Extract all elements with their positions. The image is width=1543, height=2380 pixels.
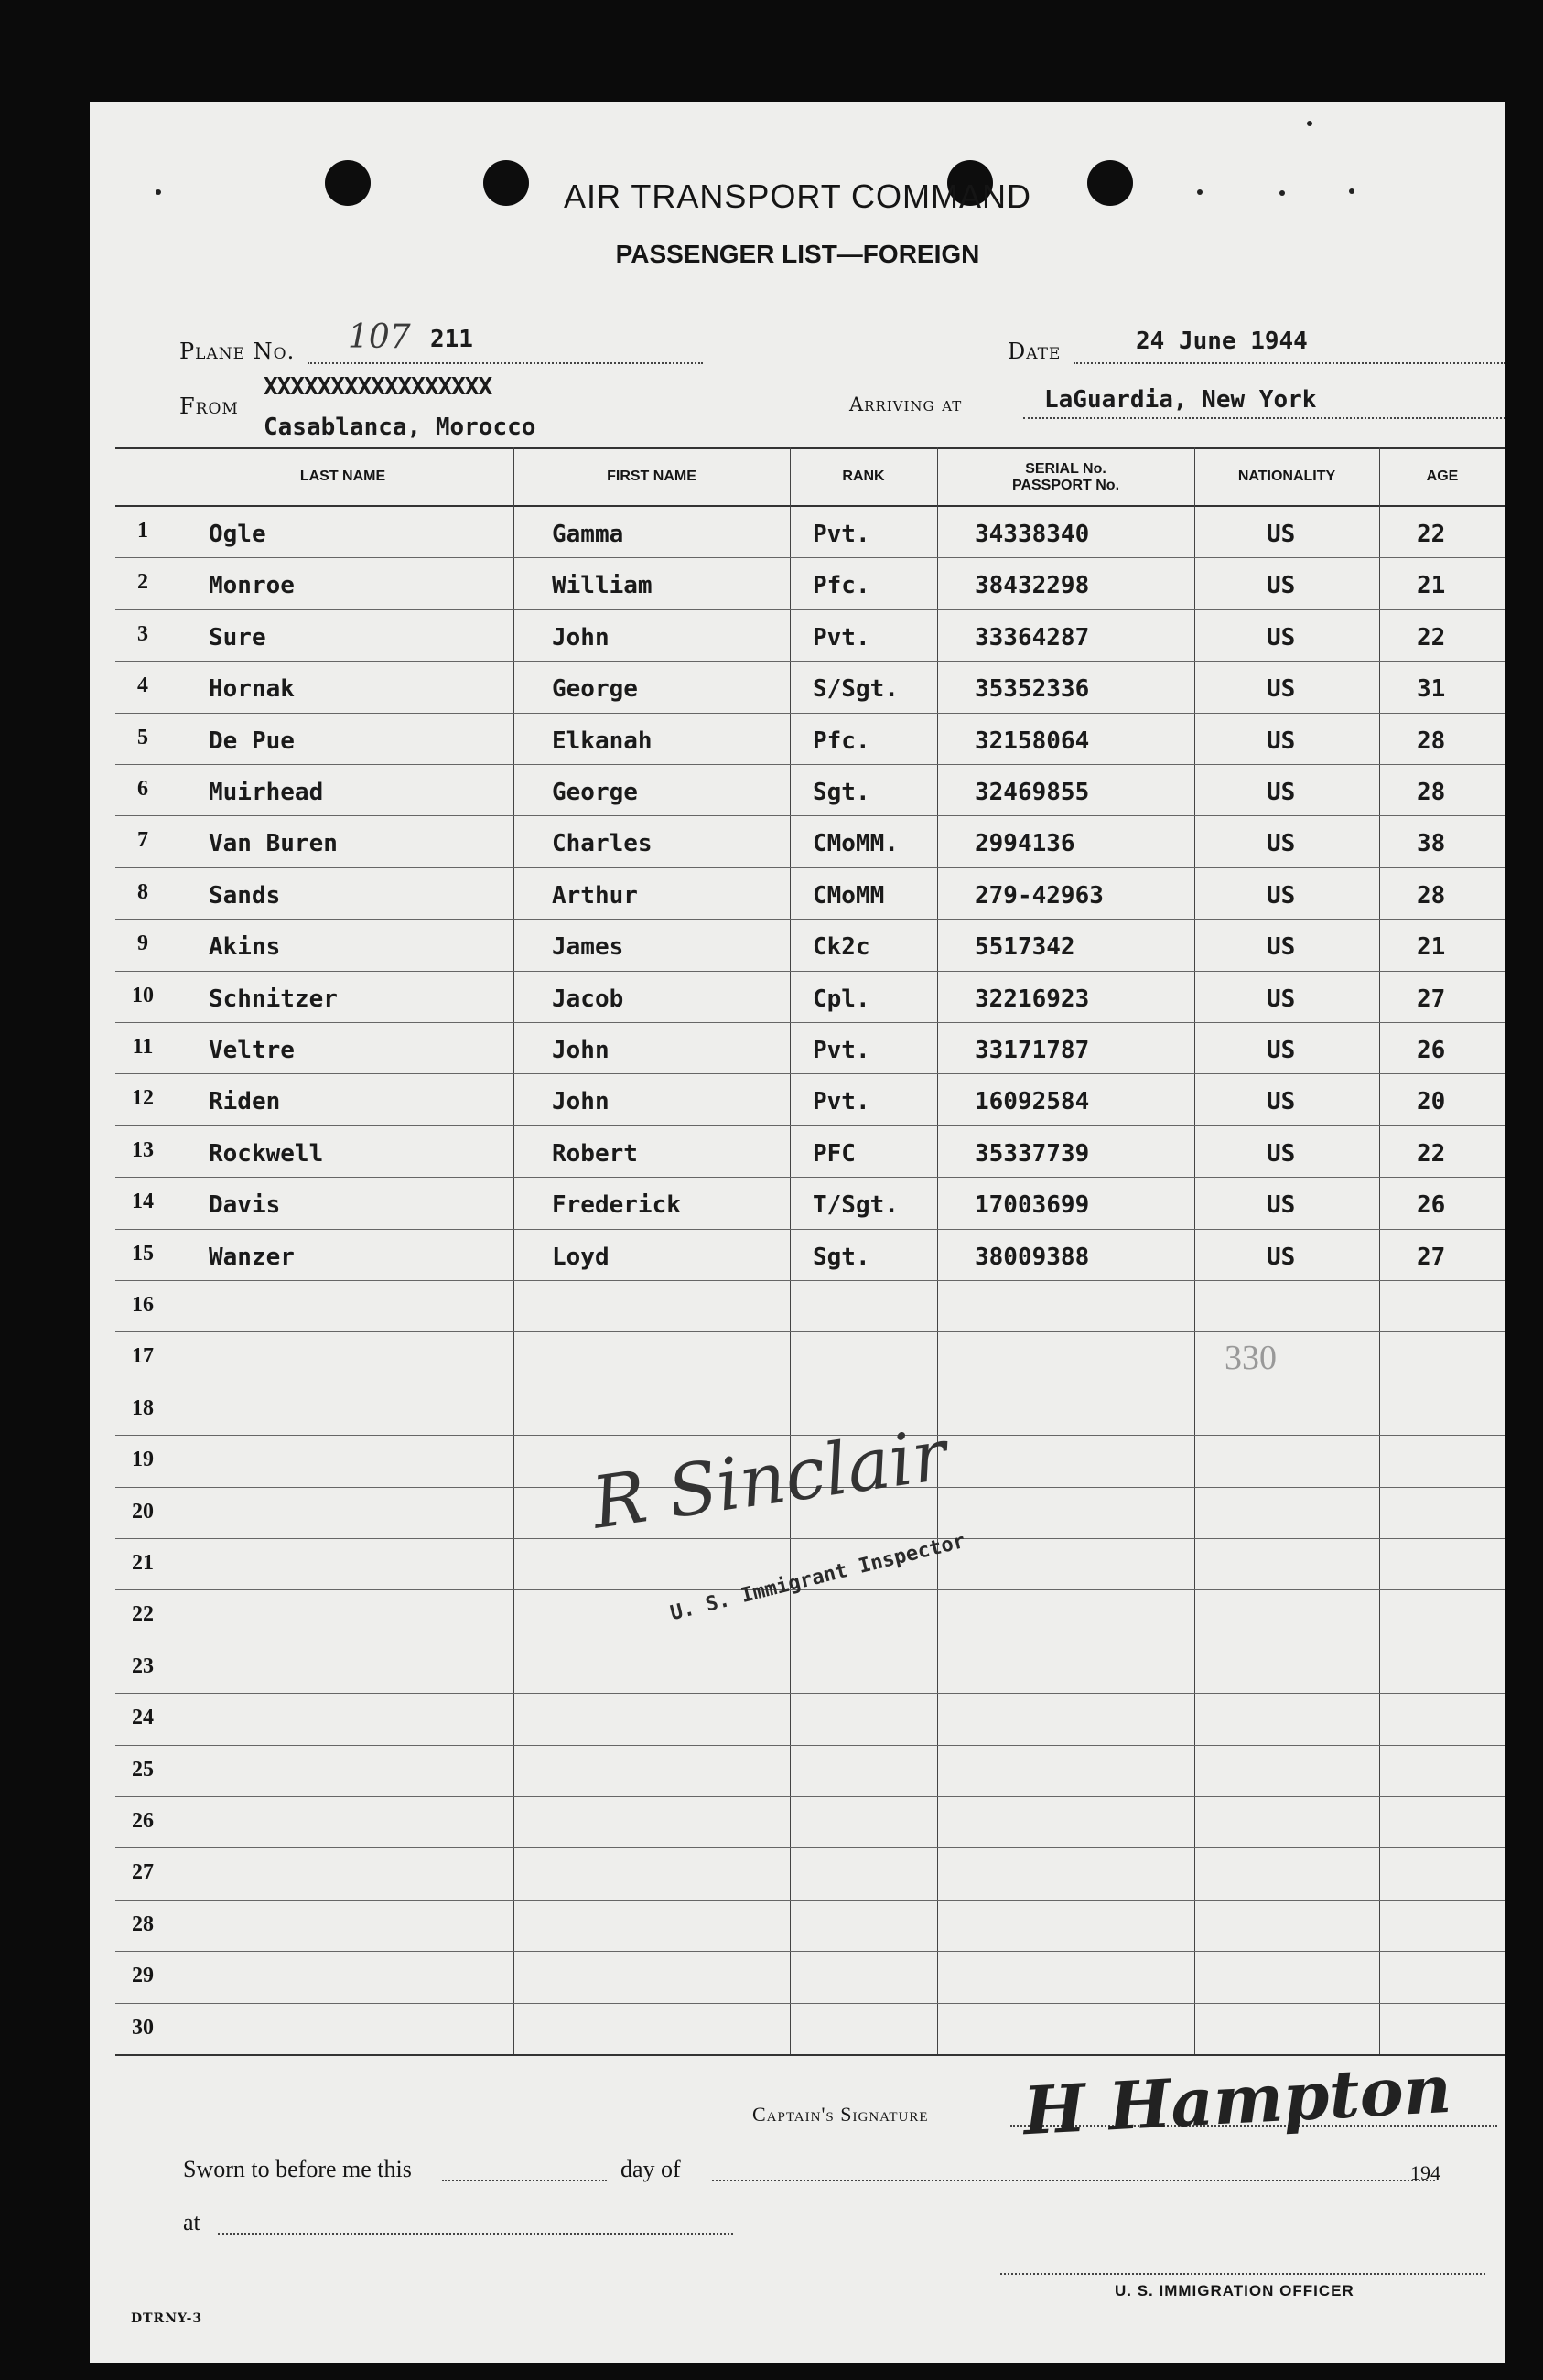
form-code: DTRNY-3	[131, 2311, 203, 2326]
row-number: 15	[132, 1241, 154, 1265]
cell-first-name: William	[552, 572, 653, 600]
cell-last-name: De Pue	[209, 727, 295, 755]
cell-age: 26	[1417, 1037, 1446, 1064]
captain-signature: H Hampton	[1021, 2049, 1453, 2150]
cell-last-name: Wanzer	[209, 1243, 295, 1271]
cell-age: 22	[1417, 1139, 1446, 1168]
cell-rank: T/Sgt.	[813, 1191, 899, 1220]
cell-serial: 16092584	[975, 1088, 1090, 1116]
cell-age: 21	[1417, 572, 1446, 600]
row-number: 13	[132, 1137, 154, 1162]
cell-last-name: Van Buren	[209, 830, 338, 858]
cell-serial: 38009388	[975, 1243, 1090, 1271]
cell-serial: 35337739	[975, 1139, 1090, 1168]
cell-age: 28	[1417, 727, 1446, 755]
cell-last-name: Sands	[209, 881, 281, 910]
form-subtitle: PASSENGER LIST—FOREIGN	[615, 240, 980, 268]
cell-serial: 34338340	[975, 521, 1090, 548]
row-number: 14	[132, 1190, 154, 1214]
cell-age: 22	[1417, 623, 1446, 652]
cell-rank: PFC	[813, 1139, 856, 1168]
row-number: 22	[132, 1602, 154, 1627]
cell-age: 20	[1417, 1088, 1446, 1116]
cell-last-name: Hornak	[209, 675, 295, 704]
row-rule	[115, 1022, 1505, 1023]
row-rule	[115, 1796, 1505, 1797]
row-number: 21	[132, 1551, 154, 1575]
cell-rank: S/Sgt.	[813, 675, 899, 704]
cell-rank: Cpl.	[813, 985, 870, 1013]
row-rule	[115, 919, 1505, 920]
row-number: 19	[132, 1448, 154, 1472]
date-label: Date	[1008, 339, 1062, 364]
row-number: 20	[132, 1499, 154, 1524]
cell-first-name: Elkanah	[552, 727, 653, 755]
row-number: 7	[137, 828, 148, 853]
row-number: 16	[132, 1293, 154, 1317]
row-rule	[115, 557, 1505, 558]
col-divider	[937, 447, 938, 2054]
cell-first-name: John	[552, 1088, 610, 1116]
row-number: 18	[132, 1395, 154, 1420]
column-header-serial-line2: PASSPORT No.	[1011, 478, 1120, 493]
row-rule	[115, 1900, 1505, 1901]
speck	[1307, 121, 1312, 126]
cell-first-name: Charles	[552, 830, 653, 858]
arriving-dotted-line	[1023, 417, 1505, 419]
cell-last-name: Muirhead	[209, 779, 324, 806]
cell-age: 21	[1417, 933, 1446, 962]
cell-rank: Pvt.	[813, 521, 870, 548]
handwritten-number: 330	[1225, 1339, 1277, 1377]
row-number: 30	[132, 2015, 154, 2040]
col-divider	[513, 447, 514, 2054]
cell-age: 27	[1417, 1243, 1446, 1271]
column-header-nationality: NATIONALITY	[1237, 468, 1336, 484]
cell-rank: Ck2c	[813, 933, 870, 962]
cell-rank: Pvt.	[813, 1037, 870, 1064]
at-dotted-line	[218, 2233, 733, 2235]
cell-rank: CMoMM.	[813, 830, 899, 858]
cell-first-name: John	[552, 623, 610, 652]
cell-nationality: US	[1267, 933, 1296, 962]
row-number: 25	[132, 1757, 154, 1782]
cell-serial: 32158064	[975, 727, 1090, 755]
cell-nationality: US	[1267, 779, 1296, 806]
header-bottom-rule	[115, 505, 1505, 507]
cell-nationality: US	[1267, 675, 1296, 704]
row-number: 11	[132, 1035, 154, 1059]
cell-rank: Sgt.	[813, 779, 870, 806]
row-rule	[115, 609, 1505, 610]
passenger-list-form	[90, 102, 1505, 2363]
row-rule	[115, 1073, 1505, 1074]
row-rule	[115, 1177, 1505, 1178]
row-number: 2	[137, 570, 148, 595]
row-number: 26	[132, 1809, 154, 1833]
row-rule	[115, 1229, 1505, 1230]
table-bottom-rule	[115, 2054, 1505, 2056]
row-number: 24	[132, 1706, 154, 1730]
arriving-value: LaGuardia, New York	[1044, 386, 1317, 414]
row-rule	[115, 1951, 1505, 1952]
row-rule	[115, 1280, 1505, 1281]
inspector-stamp: U. S. Immigrant Inspector	[668, 1529, 968, 1626]
cell-last-name: Veltre	[209, 1037, 295, 1064]
row-number: 9	[137, 932, 148, 956]
officer-dotted-line	[1000, 2273, 1485, 2275]
row-rule	[115, 1125, 1505, 1126]
column-header-age: AGE	[1426, 468, 1459, 484]
cell-rank: Pfc.	[813, 727, 870, 755]
col-divider	[790, 447, 791, 2054]
row-number: 3	[137, 621, 148, 646]
column-header-rank: RANK	[842, 468, 885, 484]
cell-serial: 279-42963	[975, 881, 1104, 910]
captain-signature-label: Captain's Signature	[752, 2103, 929, 2126]
row-rule	[115, 1538, 1505, 1539]
column-header-serial-line1: SERIAL No.	[1025, 461, 1106, 477]
cell-first-name: Arthur	[552, 881, 638, 910]
row-number: 5	[137, 725, 148, 749]
cell-last-name: Sure	[209, 623, 266, 652]
row-rule	[115, 713, 1505, 714]
cell-last-name: Ogle	[209, 521, 266, 548]
cell-first-name: Robert	[552, 1139, 638, 1168]
cell-nationality: US	[1267, 727, 1296, 755]
plane-number: 211	[430, 326, 473, 353]
row-rule	[115, 1847, 1505, 1848]
cell-nationality: US	[1267, 623, 1296, 652]
cell-first-name: James	[552, 933, 624, 962]
form-title: AIR TRANSPORT COMMAND	[563, 178, 1032, 215]
cell-serial: 35352336	[975, 675, 1090, 704]
cell-rank: Pfc.	[813, 572, 870, 600]
officer-label: U. S. IMMIGRATION OFFICER	[1115, 2282, 1354, 2299]
cell-rank: Pvt.	[813, 623, 870, 652]
at-label: at	[183, 2209, 200, 2235]
cell-age: 28	[1417, 881, 1446, 910]
cell-first-name: Gamma	[552, 521, 624, 548]
cell-serial: 2994136	[975, 830, 1075, 858]
row-rule	[115, 971, 1505, 972]
cell-nationality: US	[1267, 881, 1296, 910]
cell-age: 27	[1417, 985, 1446, 1013]
cell-first-name: George	[552, 675, 638, 704]
day-dotted-line	[712, 2180, 1435, 2181]
column-header-serial	[937, 461, 1194, 494]
cell-rank: Sgt.	[813, 1243, 870, 1271]
table-top-rule	[115, 447, 1505, 449]
cell-nationality: US	[1267, 985, 1296, 1013]
day-of-label: day of	[620, 2156, 681, 2182]
cell-last-name: Schnitzer	[209, 985, 338, 1013]
inspector-signature: R Sinclair	[587, 1414, 952, 1545]
row-number: 29	[132, 1964, 154, 1988]
sworn-dotted-line	[442, 2180, 607, 2181]
row-rule	[115, 2003, 1505, 2004]
date-value: 24 June 1944	[1136, 328, 1308, 355]
row-number: 8	[137, 879, 148, 904]
cell-age: 31	[1417, 675, 1446, 704]
from-value: Casablanca, Morocco	[264, 414, 536, 441]
cell-serial: 33171787	[975, 1037, 1090, 1064]
cell-age: 22	[1417, 521, 1446, 548]
row-rule	[115, 1745, 1505, 1746]
row-number: 1	[137, 519, 148, 543]
arriving-label: Arriving at	[849, 393, 963, 415]
cell-rank: CMoMM	[813, 881, 885, 910]
row-rule	[115, 764, 1505, 765]
cell-last-name: Akins	[209, 933, 281, 962]
cell-nationality: US	[1267, 1191, 1296, 1220]
plane-handwritten: 107	[348, 318, 411, 356]
column-header-first-name: FIRST NAME	[607, 468, 696, 484]
row-rule	[115, 1693, 1505, 1694]
row-number: 10	[132, 983, 154, 1007]
row-number: 27	[132, 1860, 154, 1885]
cell-first-name: John	[552, 1037, 610, 1064]
cell-last-name: Davis	[209, 1191, 281, 1220]
cell-first-name: Jacob	[552, 985, 624, 1013]
cell-serial: 38432298	[975, 572, 1090, 600]
cell-first-name: George	[552, 779, 638, 806]
cell-serial: 5517342	[975, 933, 1075, 962]
cell-serial: 32216923	[975, 985, 1090, 1013]
row-rule	[115, 1331, 1505, 1332]
col-divider	[1194, 447, 1195, 2054]
row-number: 6	[137, 777, 148, 801]
cell-serial: 17003699	[975, 1191, 1090, 1220]
cell-age: 38	[1417, 830, 1446, 858]
date-dotted-line	[1074, 362, 1505, 364]
cell-nationality: US	[1267, 830, 1296, 858]
col-divider	[1379, 447, 1380, 2054]
row-rule	[115, 661, 1505, 662]
from-label: From	[179, 393, 239, 419]
cell-serial: 33364287	[975, 623, 1090, 652]
from-struck-text: XXXXXXXXXXXXXXXXX	[264, 373, 492, 401]
cell-first-name: Frederick	[552, 1191, 681, 1220]
sworn-label: Sworn to before me this	[183, 2156, 412, 2182]
row-rule	[115, 815, 1505, 816]
cell-last-name: Rockwell	[209, 1139, 324, 1168]
column-header-last-name: LAST NAME	[299, 468, 386, 484]
cell-age: 26	[1417, 1191, 1446, 1220]
cell-first-name: Loyd	[552, 1243, 610, 1271]
cell-nationality: US	[1267, 1139, 1296, 1168]
row-rule	[115, 867, 1505, 868]
row-number: 12	[132, 1086, 154, 1111]
row-number: 17	[132, 1344, 154, 1369]
row-number: 4	[137, 673, 148, 698]
cell-last-name: Riden	[209, 1088, 281, 1116]
year-label: 194	[1410, 2161, 1440, 2184]
cell-serial: 32469855	[975, 779, 1090, 806]
cell-nationality: US	[1267, 572, 1296, 600]
cell-nationality: US	[1267, 521, 1296, 548]
cell-age: 28	[1417, 779, 1446, 806]
cell-rank: Pvt.	[813, 1088, 870, 1116]
plane-label: Plane No.	[179, 339, 296, 364]
cell-nationality: US	[1267, 1037, 1296, 1064]
row-number: 28	[132, 1912, 154, 1936]
cell-nationality: US	[1267, 1088, 1296, 1116]
cell-last-name: Monroe	[209, 572, 295, 600]
cell-nationality: US	[1267, 1243, 1296, 1271]
plane-dotted-line	[308, 362, 703, 364]
row-number: 23	[132, 1653, 154, 1678]
